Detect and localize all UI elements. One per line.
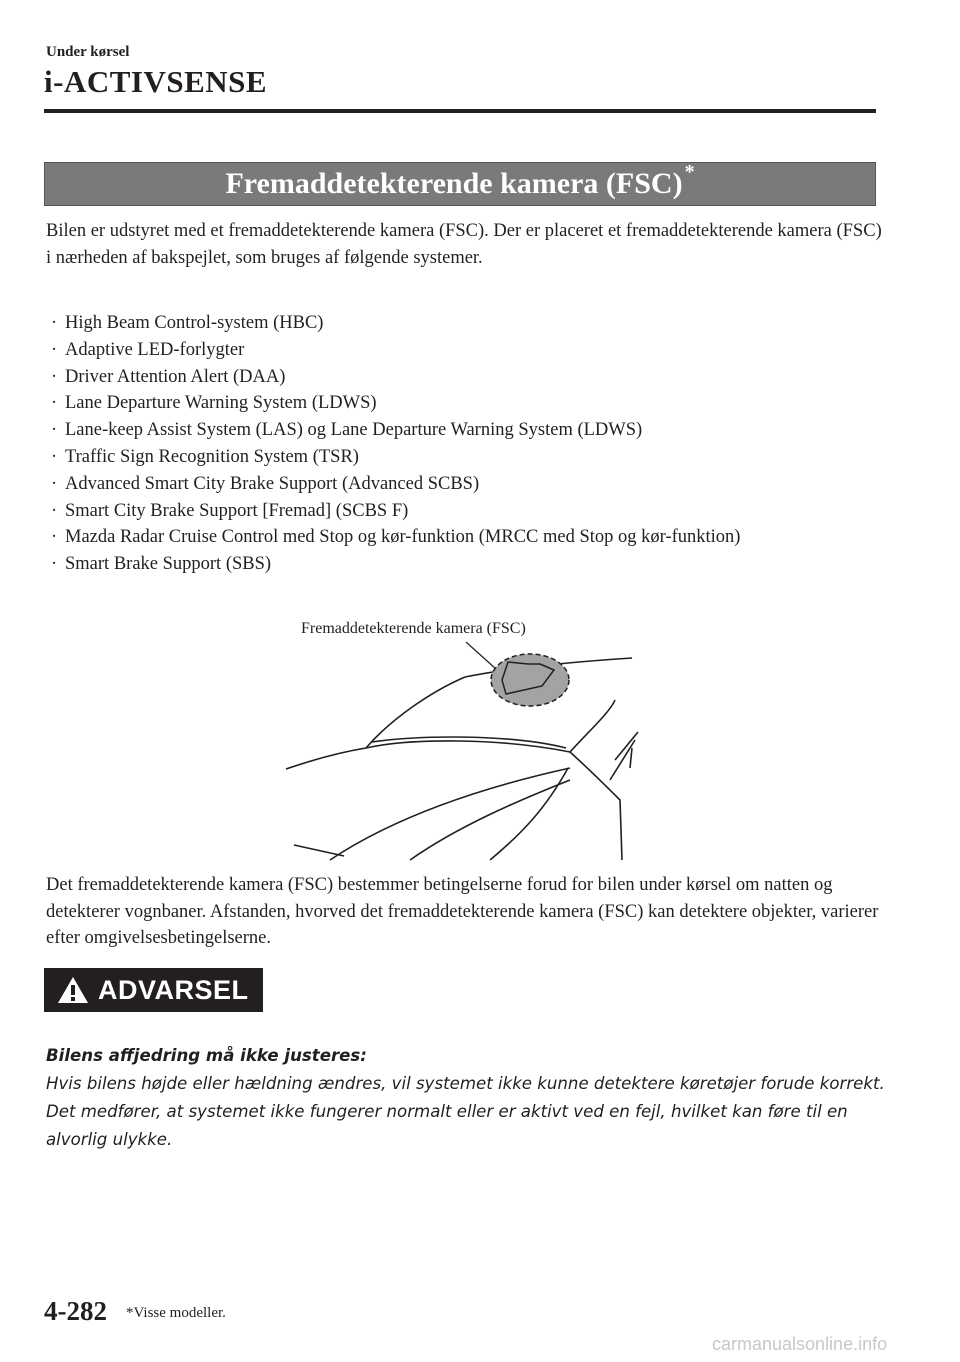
warning-banner xyxy=(44,968,263,1012)
header-rule xyxy=(44,109,876,113)
door-line-2 xyxy=(615,732,638,760)
hood-edge-line xyxy=(286,741,570,769)
system-name: Traffic Sign Recognition System (TSR) xyxy=(65,446,359,467)
watermark: carmanualsonline.info xyxy=(712,1334,888,1354)
page-number: 4-282 xyxy=(44,1296,107,1326)
bullet-dot: · xyxy=(51,339,58,360)
system-list-item xyxy=(48,444,740,471)
heading-title: Fremaddetekterende kamera (FSC) xyxy=(225,167,683,200)
heading-bar xyxy=(44,162,876,206)
bullet-dot: · xyxy=(51,420,58,441)
heading-footnote-mark: * xyxy=(684,160,695,183)
pillar-line-right xyxy=(570,752,622,860)
system-name: Advanced Smart City Brake Support (Advanced SCBS) xyxy=(65,473,480,494)
warning-label: ADVARSEL xyxy=(98,974,249,1005)
bullet-dot: · xyxy=(51,500,58,521)
body-line-1 xyxy=(330,768,570,860)
body-line-2 xyxy=(410,780,570,860)
system-list-item xyxy=(48,471,740,498)
bullet-dot: · xyxy=(51,554,58,575)
description-paragraph: Det fremaddetekterende kamera (FSC) bestemmer betingelserne forud for bilen under kørsel om natten og detekterer vognbaner. Afstanden, hvorved det fremaddetekterende kamera (FSC) kan detektere objekter, varierer efter omgivelsesbetingelserne. xyxy=(46,875,879,949)
body-line-3 xyxy=(490,768,568,860)
system-name: Driver Attention Alert (DAA) xyxy=(65,366,286,387)
warning-icon xyxy=(56,975,90,1005)
bullet-dot: · xyxy=(51,446,58,467)
system-name: Adaptive LED-forlygter xyxy=(65,339,245,360)
system-name: Mazda Radar Cruise Control med Stop og kør-funktion (MRCC med Stop og kør-funktion) xyxy=(65,527,741,548)
bullet-dot: · xyxy=(51,473,58,494)
bullet-dot: · xyxy=(51,393,58,414)
system-list-item xyxy=(48,498,740,525)
system-name: Smart Brake Support (SBS) xyxy=(65,554,272,575)
bullet-dot: · xyxy=(51,366,58,387)
system-name: High Beam Control-system (HBC) xyxy=(65,313,324,333)
section-title: i-ACTIVSENSE xyxy=(44,64,268,99)
systems-list xyxy=(48,310,740,578)
intro-paragraph: Bilen er udstyret med et fremaddetekterende kamera (FSC). Der er placeret et fremaddetekterende kamera (FSC) i nærheden af bakspejlet, som bruges af følgende systemer. xyxy=(46,221,882,268)
mirror-line xyxy=(630,748,632,768)
system-list-item xyxy=(48,551,740,578)
warning-body: Hvis bilens højde eller hældning ændres, vil systemet ikke kunne detektere køretøjer forude korrekt. Det medfører, at systemet ikke fungerer normalt eller er aktivt ved en fejl, hvilket kan føre til en alvorlig ulykke. xyxy=(46,1074,885,1149)
system-list-item xyxy=(48,390,740,417)
bullet-dot: · xyxy=(51,313,58,333)
a-pillar-line xyxy=(570,700,615,752)
footnote: *Visse modeller. xyxy=(126,1305,226,1321)
warning-title: Bilens affjedring må ikke justeres: xyxy=(46,1046,367,1065)
system-list-item xyxy=(48,524,740,551)
chapter-label: Under kørsel xyxy=(46,44,130,60)
system-name: Lane-keep Assist System (LAS) og Lane Departure Warning System (LDWS) xyxy=(65,420,643,441)
system-name: Smart City Brake Support [Fremad] (SCBS F) xyxy=(65,500,409,521)
figure-caption: Fremaddetekterende kamera (FSC) xyxy=(301,620,526,637)
system-name: Lane Departure Warning System (LDWS) xyxy=(65,393,377,414)
camera-location-figure xyxy=(270,640,650,865)
system-list-item xyxy=(48,417,740,444)
bullet-dot: · xyxy=(51,527,58,548)
system-list-item xyxy=(48,337,740,364)
warning-text xyxy=(46,1042,896,1154)
system-list-item xyxy=(48,310,740,337)
ground-line xyxy=(294,845,344,856)
system-list-item xyxy=(48,364,740,391)
